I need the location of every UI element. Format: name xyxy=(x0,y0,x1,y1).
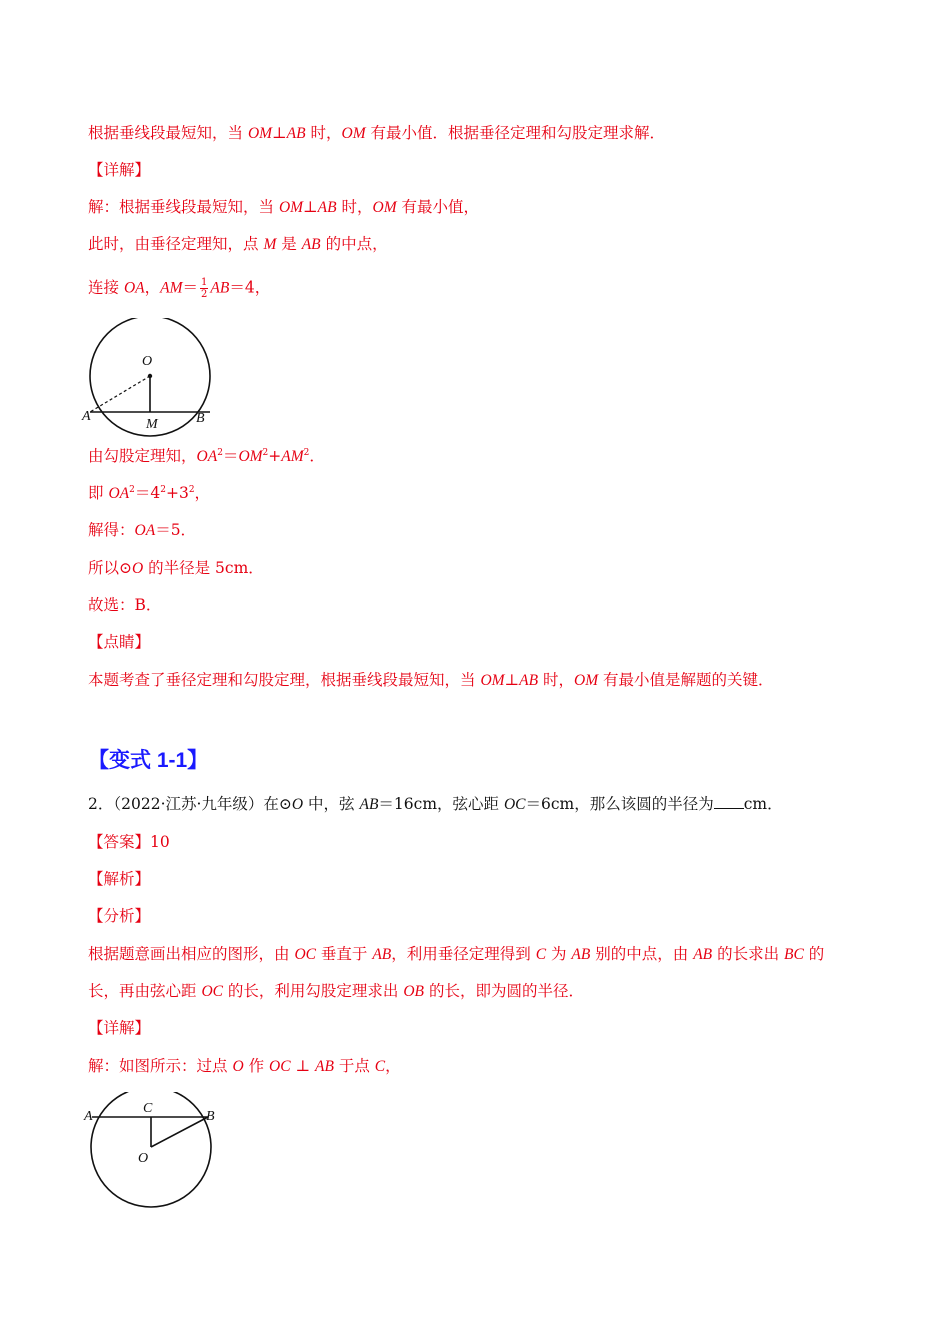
analysis-text: 根据垂线段最短知，当 OM⊥AB 时，OM 有最小值．根据垂径定理和勾股定理求解． xyxy=(88,124,666,142)
solution-line-2: 此时，由垂径定理知，点 M 是 AB 的中点， xyxy=(88,235,388,253)
answer-line: 【答案】10 xyxy=(88,833,170,851)
label-m: M xyxy=(146,417,158,432)
solution-line-4: 由勾股定理知，$OA^2=OM^2+AM^2$． xyxy=(88,447,325,465)
label-a: A xyxy=(84,1109,93,1124)
label-o: O xyxy=(138,1151,149,1166)
parse-label: 【解析】 xyxy=(88,870,151,888)
segment-ob xyxy=(151,1117,208,1147)
circle-figure-2 xyxy=(80,1092,225,1214)
analysis-text-1: 根据题意画出相应的图形，由 OC 垂直于 AB，利用垂径定理得到 C 为 AB 别的中点，由 AB 的长求出 BC 的 xyxy=(88,945,825,963)
label-b: B xyxy=(206,1109,215,1124)
analysis-label: 【分析】 xyxy=(88,907,151,925)
label-b: B xyxy=(196,411,205,426)
solution-line-1: 解：根据垂线段最短知，当 OM⊥AB 时，OM 有最小值， xyxy=(88,198,480,216)
solution-line-6: 解得：OA＝5． xyxy=(88,521,197,539)
circle-figure-1 xyxy=(80,318,220,440)
solution-line-3: 连接 OA，AM＝ $\frac{1}{2}$ AB＝4， xyxy=(88,277,271,300)
label-o: O xyxy=(142,354,153,369)
question-text: 2．（2022·江苏·九年级）在⊙O 中，弦 AB＝16cm，弦心距 OC＝6cm，那么该圆的半径为 cm． xyxy=(88,795,783,813)
solution-line-5: 即 $OA^2=4^2+3^2$， xyxy=(88,484,211,502)
center-point xyxy=(148,374,152,378)
solution2-line-1: 解：如图所示：过点 O 作 OC ⊥ AB 于点 C， xyxy=(88,1057,401,1075)
detail-label-2: 【详解】 xyxy=(88,1019,151,1037)
label-c: C xyxy=(143,1101,153,1116)
answer-blank xyxy=(714,794,744,809)
comment-label: 【点睛】 xyxy=(88,633,151,651)
solution-line-7: 所以⊙O 的半径是 5cm． xyxy=(88,559,264,577)
analysis-text-2: 长，再由弦心距 OC 的长，利用勾股定理求出 OB 的长，即为圆的半径． xyxy=(88,982,584,1000)
variant-heading: 【变式 1-1】 xyxy=(88,749,209,772)
fraction-half: $\frac{1}{2}$ xyxy=(201,277,208,300)
comment-text: 本题考查了垂径定理和勾股定理，根据垂线段最短知，当 OM⊥AB 时，OM 有最小值是解题的关键． xyxy=(88,671,774,689)
solution-line-8: 故选：B． xyxy=(88,596,162,614)
label-a: A xyxy=(82,409,91,424)
detail-label: 【详解】 xyxy=(88,161,151,179)
